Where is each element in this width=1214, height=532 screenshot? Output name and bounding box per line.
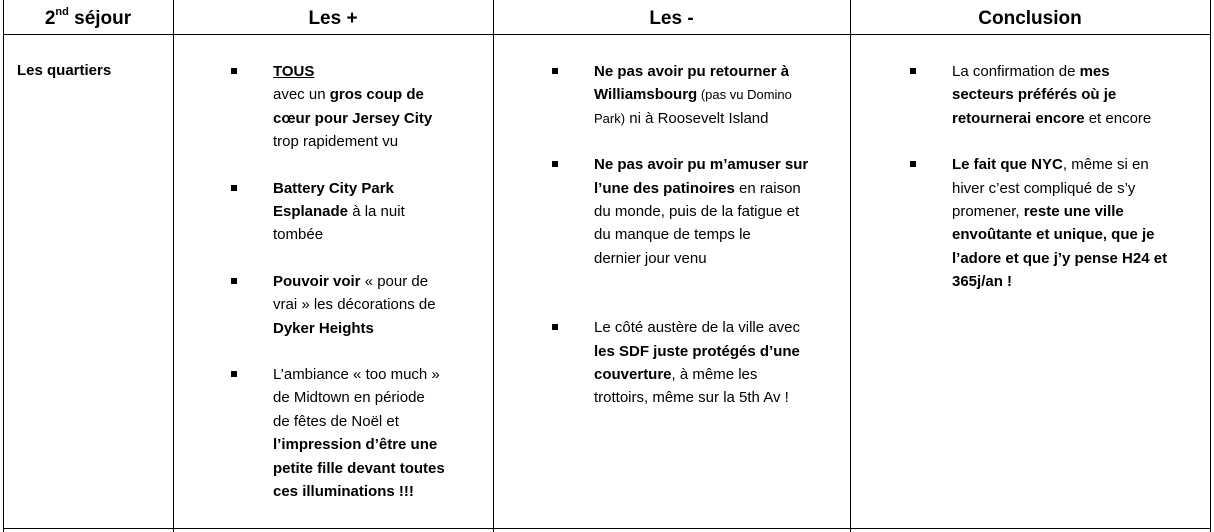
minus-column <box>594 60 849 410</box>
bullet-icon <box>552 161 558 167</box>
bullet-icon <box>231 68 237 74</box>
row-divider <box>3 528 1211 529</box>
bullet-icon <box>910 161 916 167</box>
comparison-table <box>3 0 1211 532</box>
minus-item-3: Le côté austère de la ville avec les SDF juste protégés d’une couverture, à même les trottoirs, même sur la 5th Av ! <box>594 316 849 410</box>
plus-item-3: Pouvoir voir « pour de vrai » les décorations de Dyker Heights <box>273 270 488 340</box>
column-divider-2 <box>493 0 494 532</box>
minus-item-1: Ne pas avoir pu retourner à Williamsbourg (pas vu Domino Park) ni à Roosevelt Island <box>594 60 849 130</box>
column-divider-1 <box>173 0 174 532</box>
conclusion-item-1: La confirmation de mes secteurs préférés où je retournerai encore et encore <box>952 60 1210 130</box>
plus-column <box>273 60 488 504</box>
bullet-icon <box>552 324 558 330</box>
column-divider-3 <box>850 0 851 532</box>
plus-item-2: Battery City Park Esplanade à la nuit tombée <box>273 177 488 247</box>
bullet-icon <box>552 68 558 74</box>
bullet-icon <box>231 185 237 191</box>
conclusion-item-2: Le fait que NYC, même si en hiver c’est compliqué de s’y promener, reste une ville envoûtante et unique, que je l’adore et que j’y pense H24 et 365j/an ! <box>952 153 1210 293</box>
minus-item-2: Ne pas avoir pu m’amuser sur l’une des patinoires en raison du monde, puis de la fatigue et du manque de temps le dernier jour venu <box>594 153 849 270</box>
table-border-right <box>1210 0 1211 532</box>
plus-item-4: L’ambiance « too much » de Midtown en période de fêtes de Noël et l’impression d’être une petite fille devant toutes ces illuminations !!! <box>273 363 488 503</box>
header-sejour: 2nd séjour <box>44 6 132 29</box>
bullet-icon <box>231 278 237 284</box>
conclusion-column <box>952 60 1210 294</box>
header-conclusion: Conclusion <box>978 8 1082 29</box>
header-minus: Les - <box>649 8 694 29</box>
header-divider <box>3 34 1211 35</box>
header-plus: Les + <box>308 8 358 29</box>
table-border-left <box>3 0 4 532</box>
plus-item-1: TOUS avec un gros coup de cœur pour Jersey City trop rapidement vu <box>273 60 488 154</box>
row-label: Les quartiers <box>17 62 112 79</box>
bullet-icon <box>910 68 916 74</box>
bullet-icon <box>231 371 237 377</box>
